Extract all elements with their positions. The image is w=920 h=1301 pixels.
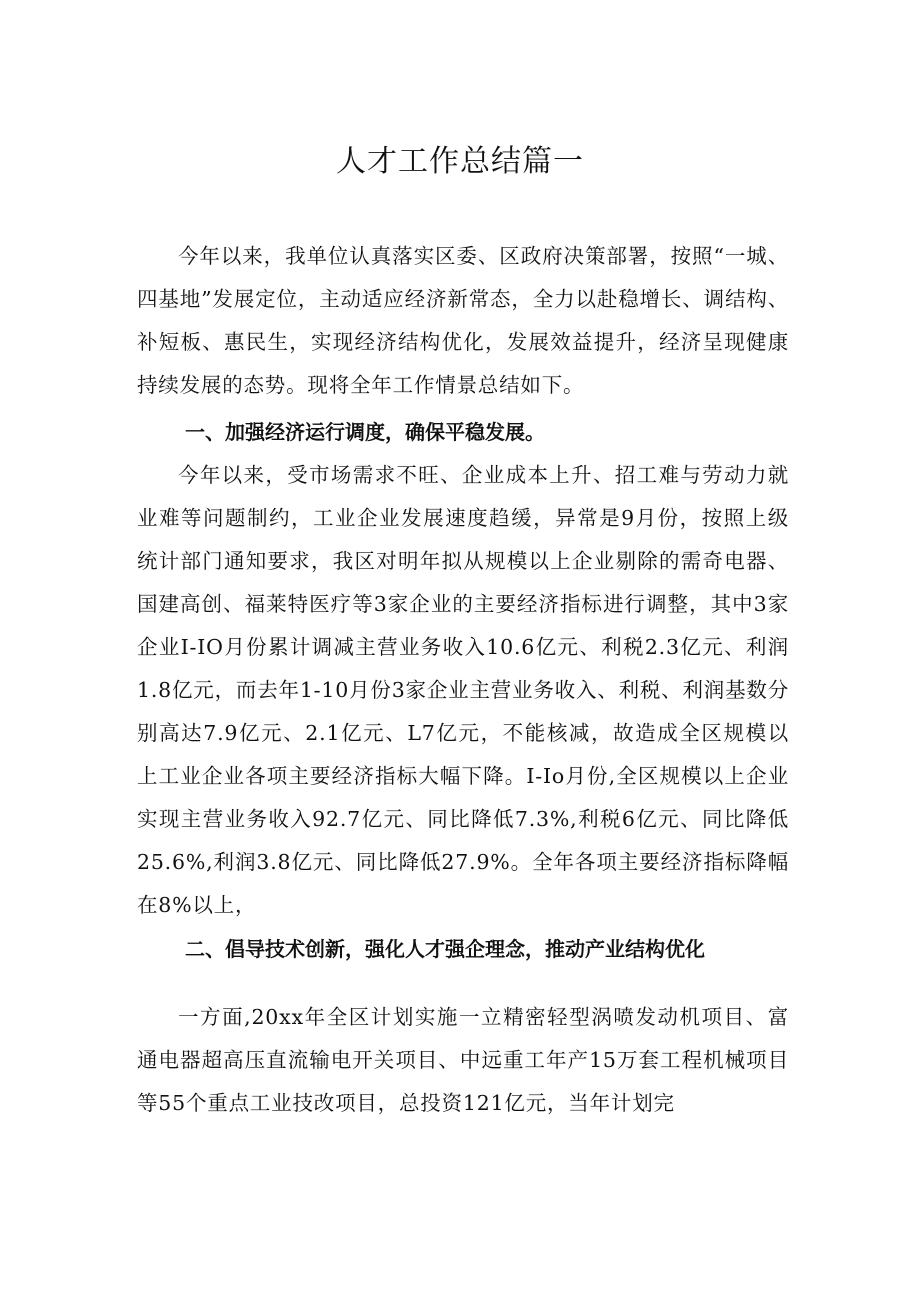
paragraph-intro: 今年以来，我单位认真落实区委、区政府决策部署，按照“一城、四基地”发展定位，主动适应经济新常态，全力以赴稳增长、调结构、补短板、惠民生，实现经济结构优化，发展效益提升，经济呈现健康持续发展的态势。现将全年工作情景总结如下。 <box>137 244 789 397</box>
section-heading-2: 二、倡导技术创新，强化人才强企理念，推动产业结构优化 <box>185 937 705 961</box>
paragraph-economic-operation: 今年以来，受市场需求不旺、企业成本上升、招工难与劳动力就业难等问题制约，工业企业发展速度趋缓，异常是9月份，按照上级统计部门通知要求，我区对明年拟从规模以上企业剔除的需奇电器、国建高创、福莱特医疗等3家企业的主要经济指标进行调整，其中3家企业I-IO月份累计调减主营业务收入10.6亿元、利税2.3亿元、利润1.8亿元，而去年1-10月份3家企业主营业务收入、利税、利润基数分别高达7.9亿元、2.1亿元、L7亿元，不能核减，故造成全区规模以上工业企业各项主要经济指标大幅下降。I-Io月份,全区规模以上企业实现主营业务收入92.7亿元、同比降低7.3%,利税6亿元、同比降低25.6%,利润3.8亿元、同比降低27.9%。全年各项主要经济指标降幅在8%以上， <box>137 463 789 917</box>
paragraph-technical-innovation: 一方面,20xx年全区计划实施一立精密轻型涡喷发动机项目、富通电器超高压直流输电开关项目、中远重工年产15万套工程机械项目等55个重点工业技改项目，总投资121亿元，当年计划完 <box>137 1005 789 1115</box>
section-heading-1: 一、加强经济运行调度，确保平稳发展。 <box>185 420 545 444</box>
page-title: 人才工作总结篇一 <box>336 144 584 179</box>
